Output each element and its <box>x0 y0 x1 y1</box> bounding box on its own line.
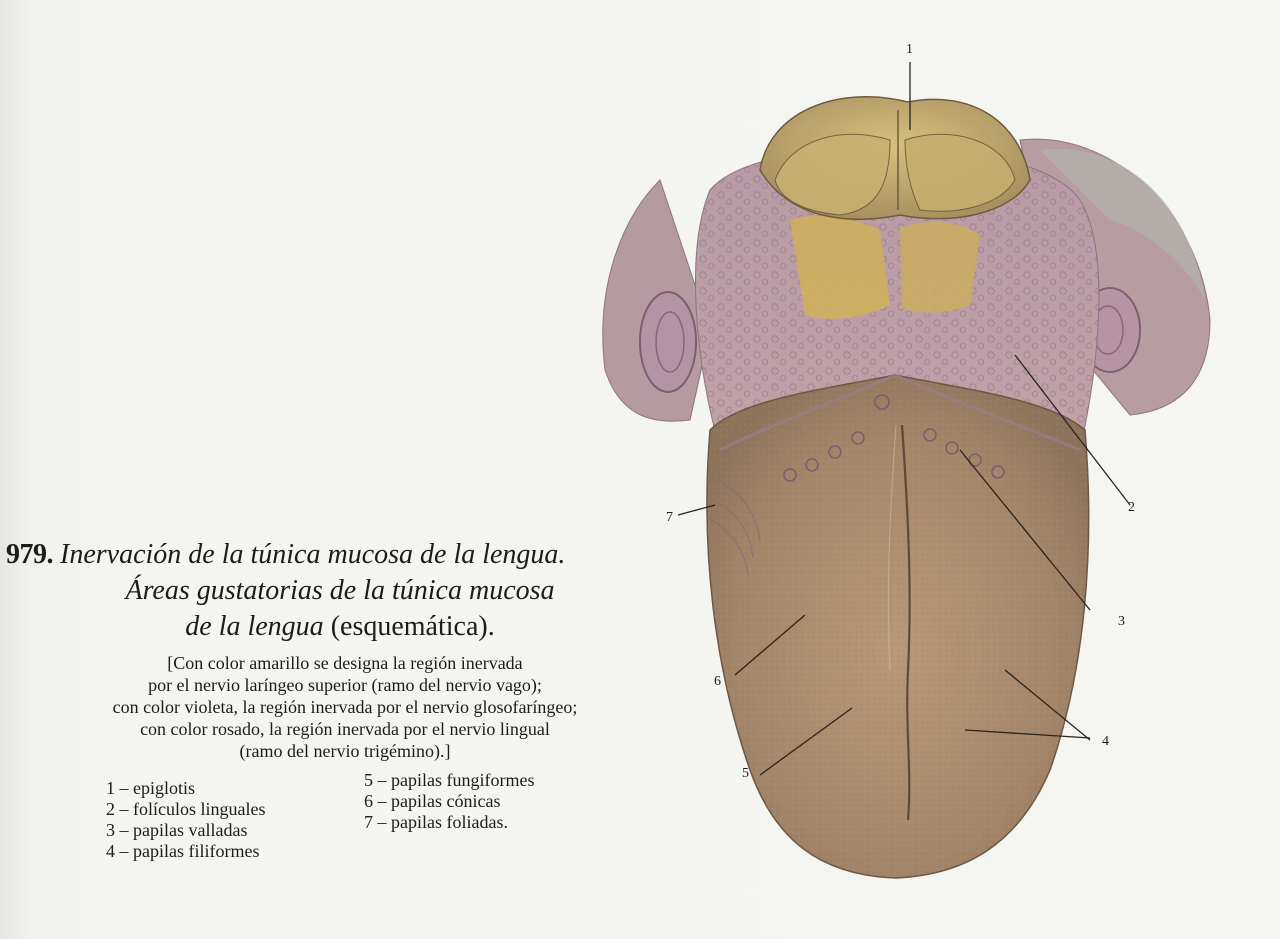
tonsil-left <box>640 292 696 392</box>
legend-item: 6 – papilas cónicas <box>364 791 501 811</box>
figure-title-plain-part: (esquemática). <box>323 611 495 642</box>
figure-title-line-1 <box>6 538 565 572</box>
legend-item: 1 – epiglotis <box>106 778 195 798</box>
tongue-illustration <box>590 30 1280 910</box>
figure-title-line-3 <box>0 610 680 644</box>
note-line: con color rosado, la región inervada por el nervio lingual <box>140 719 550 739</box>
figure-title-text-1: Inervación de la túnica mucosa de la lengua. <box>60 539 566 570</box>
note-line: [Con color amarillo se designa la región inervada <box>167 653 523 673</box>
tongue-drawing <box>590 30 1280 910</box>
note-line: con color violeta, la región inervada por el nervio glosofaríngeo; <box>112 697 578 717</box>
figure-number: 979. <box>6 539 53 570</box>
legend-item: 2 – folículos linguales <box>106 799 266 819</box>
callout-label-4: 4 <box>1102 734 1109 749</box>
callout-label-2: 2 <box>1128 500 1135 515</box>
legend-item: 7 – papilas foliadas. <box>364 812 508 832</box>
callout-label-7: 7 <box>666 510 673 525</box>
note-line: (ramo del nervio trigémino).] <box>239 741 451 761</box>
legend-item: 5 – papilas fungiformes <box>364 770 535 790</box>
laryngeal-yellow-area <box>900 222 980 313</box>
legend-right-column <box>364 770 534 833</box>
note-line: por el nervio laríngeo superior (ramo del nervio vago); <box>148 675 542 695</box>
figure-title-line-2: Áreas gustatorias de la túnica mucosa <box>125 575 555 606</box>
callout-label-5: 5 <box>742 766 749 781</box>
figure-title-italic-part: de la lengua <box>185 611 324 642</box>
legend-item: 3 – papilas valladas <box>106 820 248 840</box>
legend-item: 4 – papilas filiformes <box>106 841 260 861</box>
laryngeal-yellow-area <box>790 216 890 319</box>
callout-label-3: 3 <box>1118 614 1125 629</box>
legend-left-column <box>106 778 265 862</box>
callout-label-6: 6 <box>714 674 721 689</box>
callout-label-1: 1 <box>906 42 913 57</box>
